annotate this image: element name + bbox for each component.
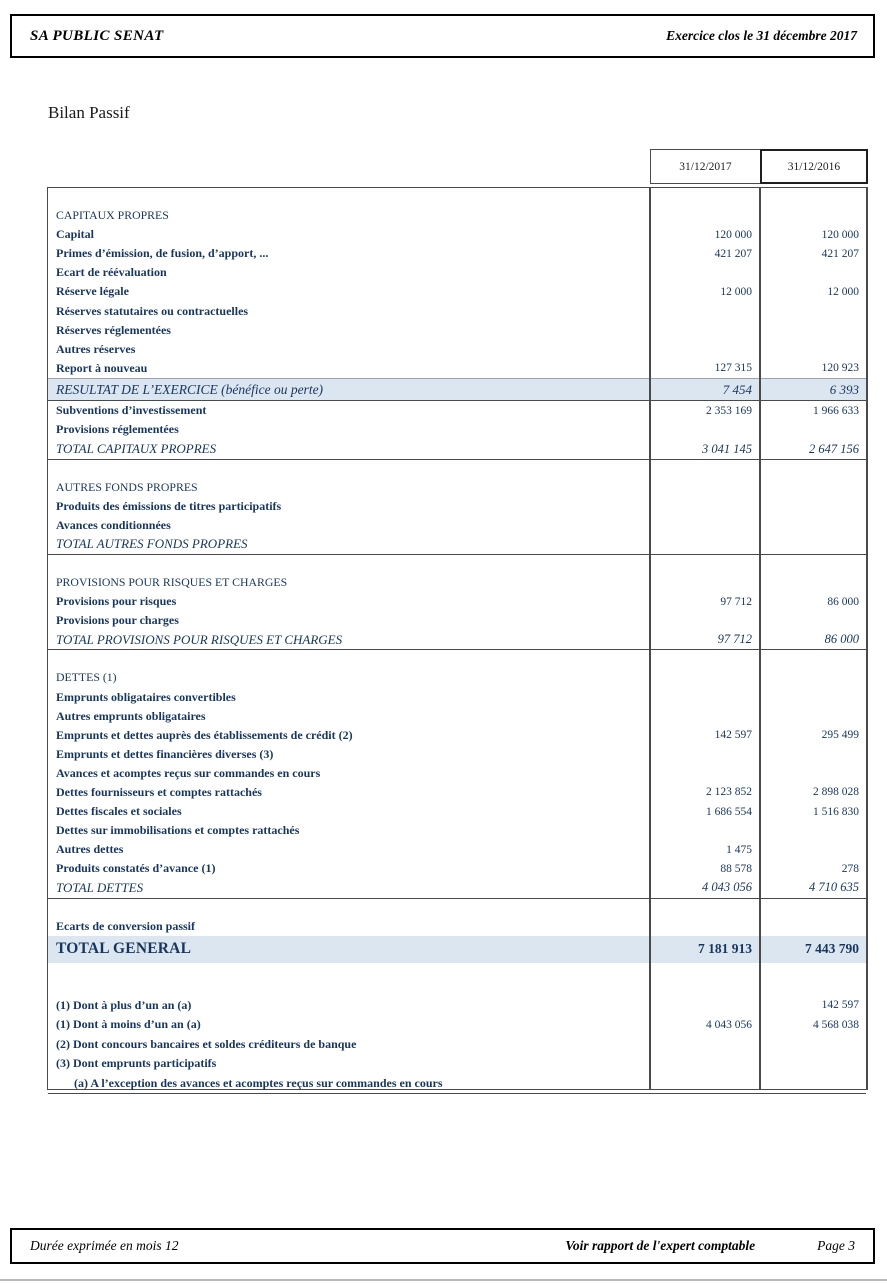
table-row <box>48 821 866 840</box>
table-row <box>48 535 866 554</box>
row-label: (3) Dont emprunts participatifs <box>56 1056 217 1071</box>
table-row <box>48 301 866 320</box>
table-row <box>48 440 866 459</box>
column-header-2016: 31/12/2016 <box>760 149 868 184</box>
row-label: (1) Dont à moins d’un an (a) <box>56 1017 201 1032</box>
row-label: Emprunts et dettes financières diverses (3) <box>56 746 274 761</box>
row-value-2016: 1 516 830 <box>813 805 859 818</box>
row-label: AUTRES FONDS PROPRES <box>56 479 198 494</box>
table-row <box>48 420 866 439</box>
row-value-2016: 142 597 <box>821 999 859 1012</box>
table-section-4 <box>48 899 866 1095</box>
table-row <box>48 478 866 497</box>
table-row <box>48 359 866 378</box>
row-value-2016: 421 207 <box>821 247 859 260</box>
page-title: Bilan Passif <box>48 103 130 122</box>
table-row <box>48 963 866 996</box>
row-value-2017: 7 181 913 <box>698 941 752 957</box>
table-section-3 <box>48 650 866 898</box>
table-row <box>48 1035 866 1055</box>
row-value-2017: 127 315 <box>714 362 752 375</box>
table-row <box>48 611 866 630</box>
row-value-2016: 120 923 <box>821 362 859 375</box>
table-row <box>48 378 866 402</box>
row-value-2017: 1 686 554 <box>706 805 752 818</box>
row-label: Dettes sur immobilisations et comptes rattachés <box>56 823 300 838</box>
exercise-close-date: Exercice clos le 31 décembre 2017 <box>666 28 857 43</box>
page-footer-band <box>10 1228 875 1264</box>
column-divider-years <box>759 188 761 1089</box>
table-row <box>48 401 866 420</box>
row-value-2017: 3 041 145 <box>702 441 752 456</box>
row-label: CAPITAUX PROPRES <box>56 208 169 223</box>
table-row <box>48 1054 866 1074</box>
row-label: TOTAL DETTES <box>56 879 144 895</box>
row-value-2016: 6 393 <box>829 381 859 397</box>
table-row <box>48 573 866 592</box>
row-value-2016: 86 000 <box>827 595 859 608</box>
table-row <box>48 936 866 963</box>
column-header-2017: 31/12/2017 <box>650 149 761 184</box>
row-value-2017: 2 123 852 <box>706 786 752 799</box>
footer-page-number: Page 3 <box>817 1238 855 1253</box>
row-label: (2) Dont concours bancaires et soldes créditeurs de banque <box>56 1036 357 1051</box>
row-value-2017: 88 578 <box>720 862 752 875</box>
footer-expert-note: Voir rapport de l'expert comptable <box>565 1238 756 1253</box>
table-row <box>48 263 866 282</box>
table-row <box>48 225 866 244</box>
row-label: Réserves statutaires ou contractuelles <box>56 303 249 318</box>
table-row <box>48 244 866 263</box>
table-row <box>48 630 866 649</box>
table-row <box>48 592 866 611</box>
table-row <box>48 206 866 225</box>
row-label: Réserves réglementées <box>56 322 171 337</box>
table-section-2 <box>48 555 866 650</box>
row-label: Provisions pour risques <box>56 594 177 609</box>
row-label: Ecarts de conversion passif <box>56 918 195 933</box>
row-label: Dettes fiscales et sociales <box>56 804 182 819</box>
row-label: Provisions réglementées <box>56 422 179 437</box>
table-row <box>48 996 866 1016</box>
table-row <box>48 707 866 726</box>
table-row <box>48 668 866 687</box>
table-row <box>48 1015 866 1035</box>
row-value-2017: 7 454 <box>722 381 752 397</box>
row-label: Provisions pour charges <box>56 613 179 628</box>
row-label: Capital <box>56 227 95 242</box>
row-label: TOTAL AUTRES FONDS PROPRES <box>56 536 248 552</box>
page-bottom-edge <box>0 1279 887 1281</box>
table-row <box>48 340 866 359</box>
row-label: Primes d’émission, de fusion, d’apport, ... <box>56 246 269 261</box>
row-label: PROVISIONS POUR RISQUES ET CHARGES <box>56 575 288 590</box>
row-value-2017: 4 043 056 <box>702 880 752 895</box>
footer-duration-note: Durée exprimée en mois 12 <box>30 1238 179 1253</box>
row-label: Autres emprunts obligataires <box>56 708 206 723</box>
table-row <box>48 859 866 878</box>
row-label: Avances et acomptes reçus sur commandes en cours <box>56 765 321 780</box>
table-section-0 <box>48 188 866 460</box>
row-value-2017: 4 043 056 <box>706 1018 752 1031</box>
table-section-1 <box>48 460 866 555</box>
row-value-2017: 142 597 <box>714 729 752 742</box>
row-value-2016: 278 <box>841 862 859 875</box>
table-row <box>48 764 866 783</box>
row-label: TOTAL GENERAL <box>56 940 192 958</box>
page-header-band <box>10 14 875 58</box>
row-value-2017: 1 475 <box>726 843 752 856</box>
row-label: Dettes fournisseurs et comptes rattachés <box>56 784 262 799</box>
row-label: Autres réserves <box>56 341 136 356</box>
row-label: RESULTAT DE L’EXERCICE (bénéfice ou perte) <box>56 381 324 397</box>
row-label: Subventions d’investissement <box>56 403 207 418</box>
row-value-2017: 12 000 <box>720 285 752 298</box>
table-row <box>48 497 866 516</box>
column-divider-labels <box>649 188 651 1089</box>
row-label: TOTAL CAPITAUX PROPRES <box>56 441 217 457</box>
row-label: (a) A l’exception des avances et acomptes reçus sur commandes en cours <box>74 1075 443 1090</box>
table-row <box>48 745 866 764</box>
table-row <box>48 840 866 859</box>
row-value-2016: 86 000 <box>824 632 859 647</box>
row-label: DETTES (1) <box>56 670 117 685</box>
row-value-2017: 421 207 <box>714 247 752 260</box>
row-value-2017: 97 712 <box>717 632 752 647</box>
row-label: Réserve légale <box>56 284 129 299</box>
table-row <box>48 687 866 706</box>
table-row <box>48 516 866 535</box>
row-value-2017: 120 000 <box>714 228 752 241</box>
table-row <box>48 878 866 897</box>
row-label: Produits constatés d’avance (1) <box>56 861 216 876</box>
row-value-2016: 2 898 028 <box>813 786 859 799</box>
row-value-2016: 12 000 <box>827 285 859 298</box>
row-label: Produits des émissions de titres participatifs <box>56 498 282 513</box>
row-value-2016: 4 568 038 <box>813 1018 859 1031</box>
table-row <box>48 282 866 301</box>
row-value-2016: 7 443 790 <box>805 941 859 957</box>
row-value-2017: 2 353 169 <box>706 404 752 417</box>
row-value-2016: 4 710 635 <box>809 880 859 895</box>
table-row <box>48 1074 866 1094</box>
table-row <box>48 802 866 821</box>
company-name: SA PUBLIC SENAT <box>30 27 164 44</box>
row-label: Emprunts et dettes auprès des établissements de crédit (2) <box>56 727 353 742</box>
row-value-2016: 1 966 633 <box>813 404 859 417</box>
row-label: Emprunts obligataires convertibles <box>56 689 236 704</box>
row-value-2016: 295 499 <box>821 729 859 742</box>
table-row <box>48 917 866 936</box>
table-row <box>48 726 866 745</box>
row-label: (1) Dont à plus d’un an (a) <box>56 997 192 1012</box>
row-label: TOTAL PROVISIONS POUR RISQUES ET CHARGES <box>56 631 343 647</box>
balance-sheet-table <box>47 187 868 1090</box>
row-value-2016: 120 000 <box>821 228 859 241</box>
row-label: Avances conditionnées <box>56 517 171 532</box>
row-label: Ecart de réévaluation <box>56 265 167 280</box>
table-row <box>48 321 866 340</box>
row-label: Report à nouveau <box>56 360 148 375</box>
row-label: Autres dettes <box>56 842 124 857</box>
table-row <box>48 783 866 802</box>
row-value-2016: 2 647 156 <box>809 441 859 456</box>
row-value-2017: 97 712 <box>720 595 752 608</box>
